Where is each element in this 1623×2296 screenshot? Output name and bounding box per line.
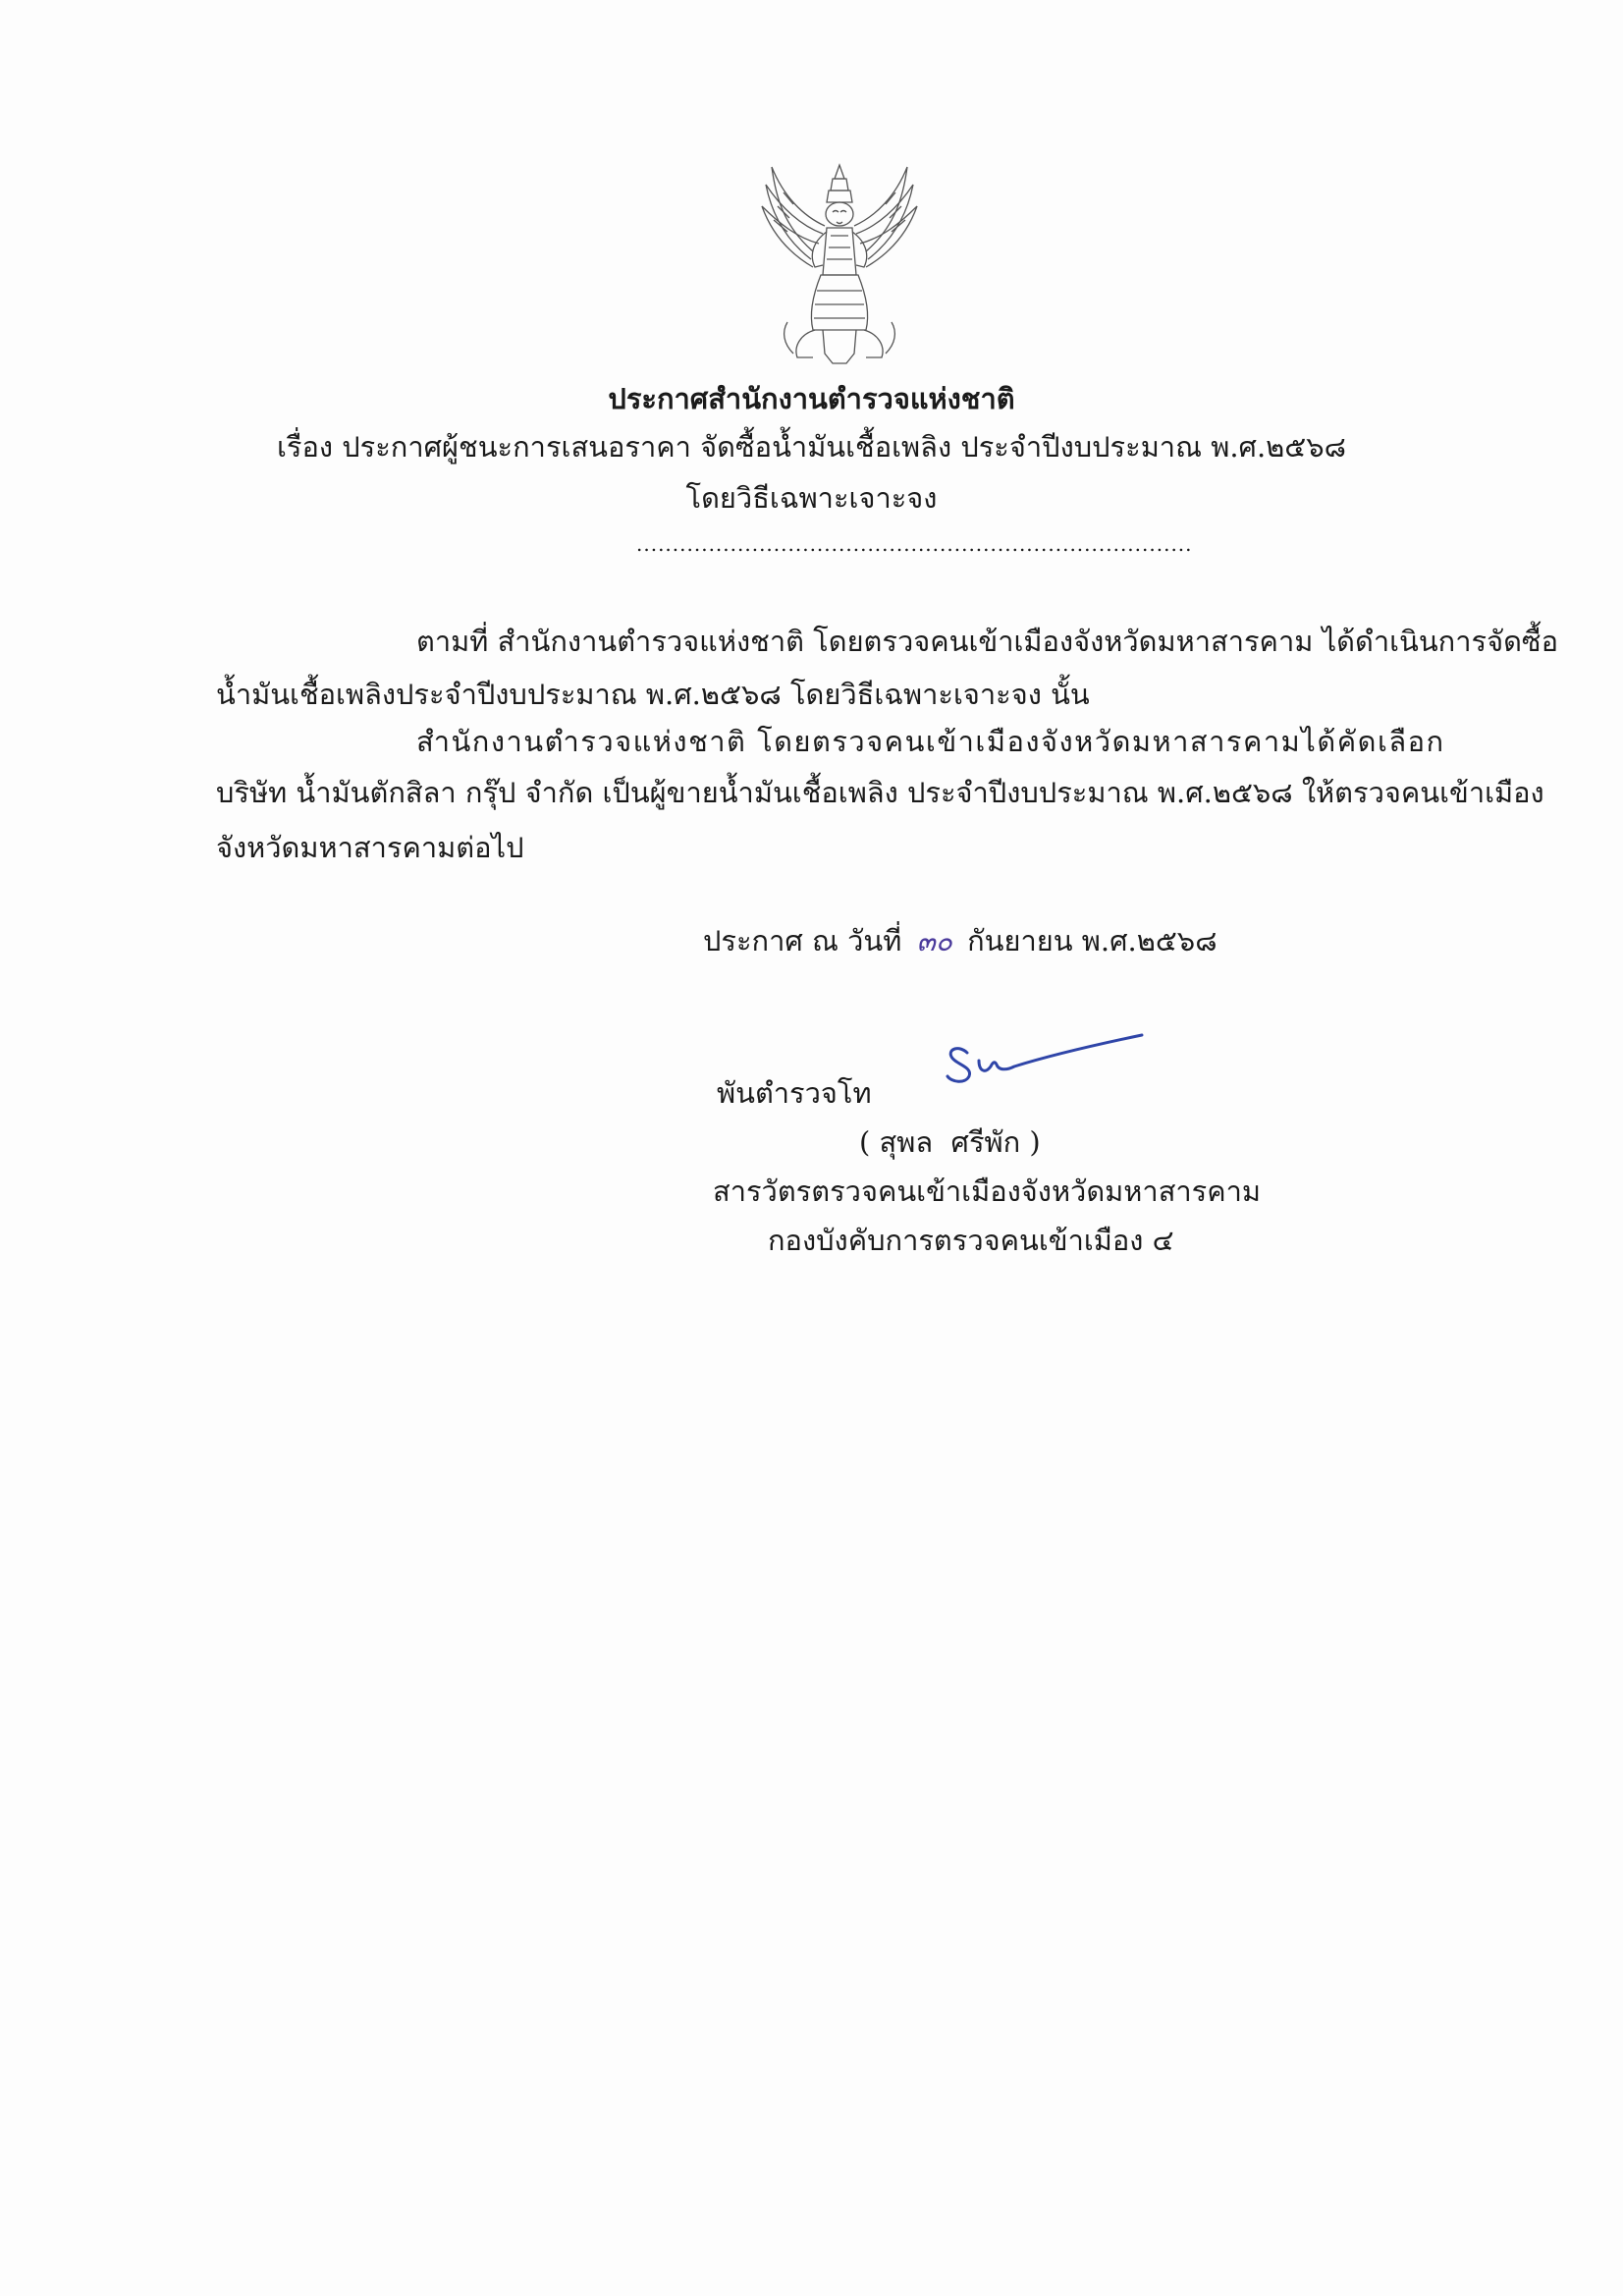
announcement-subject: เรื่อง ประกาศผู้ชนะการเสนอราคา จัดซื้อน้ำมันเชื้อเพลิง ประจำปีงบประมาณ พ.ศ.๒๕๖๘ <box>276 430 1347 464</box>
body-paragraph-2-line-1: สำนักงานตำรวจแห่งชาติ โดยตรวจคนเข้าเมืองจังหวัดมหาสารคามได้คัดเลือก <box>416 725 1445 758</box>
date-month-year: กันยายน พ.ศ.๒๕๖๘ <box>967 924 1217 957</box>
dotted-separator: ............................................................................. <box>636 532 1193 556</box>
body-paragraph-1-line-2: น้ำมันเชื้อเพลิงประจำปีงบประมาณ พ.ศ.๒๕๖๘ โดยวิธีเฉพาะเจาะจง นั้น <box>216 678 1090 711</box>
announcement-title: ประกาศสำนักงานตำรวจแห่งชาติ <box>608 382 1015 415</box>
signatory-unit: กองบังคับการตรวจคนเข้าเมือง ๔ <box>768 1224 1174 1257</box>
procurement-method: โดยวิธีเฉพาะเจาะจง <box>685 481 938 515</box>
garuda-emblem-icon <box>754 157 926 368</box>
body-paragraph-2-line-2: บริษัท น้ำมันตักสิลา กรุ๊ป จำกัด เป็นผู้ขายน้ำมันเชื้อเพลิง ประจำปีงบประมาณ พ.ศ.๒๕๖๘ ให้ตรวจคนเข้าเมือง <box>216 776 1544 809</box>
body-paragraph-1-line-1: ตามที่ สำนักงานตำรวจแห่งชาติ โดยตรวจคนเข้าเมืองจังหวัดมหาสารคาม ได้ดำเนินการจัดซื้อ <box>416 625 1559 658</box>
handwritten-signature <box>938 1031 1149 1100</box>
signatory-rank: พันตำรวจโท <box>717 1076 872 1110</box>
date-prefix: ประกาศ ณ วันที่ <box>703 924 902 957</box>
signatory-position: สารวัตรตรวจคนเข้าเมืองจังหวัดมหาสารคาม <box>713 1175 1262 1208</box>
announcement-date <box>703 918 1217 963</box>
signatory-name: ( สุพล ศรีพัก ) <box>859 1125 1041 1159</box>
body-paragraph-2-line-3: จังหวัดมหาสารคามต่อไป <box>216 831 524 864</box>
handwritten-day: ๓๐ <box>916 925 952 957</box>
